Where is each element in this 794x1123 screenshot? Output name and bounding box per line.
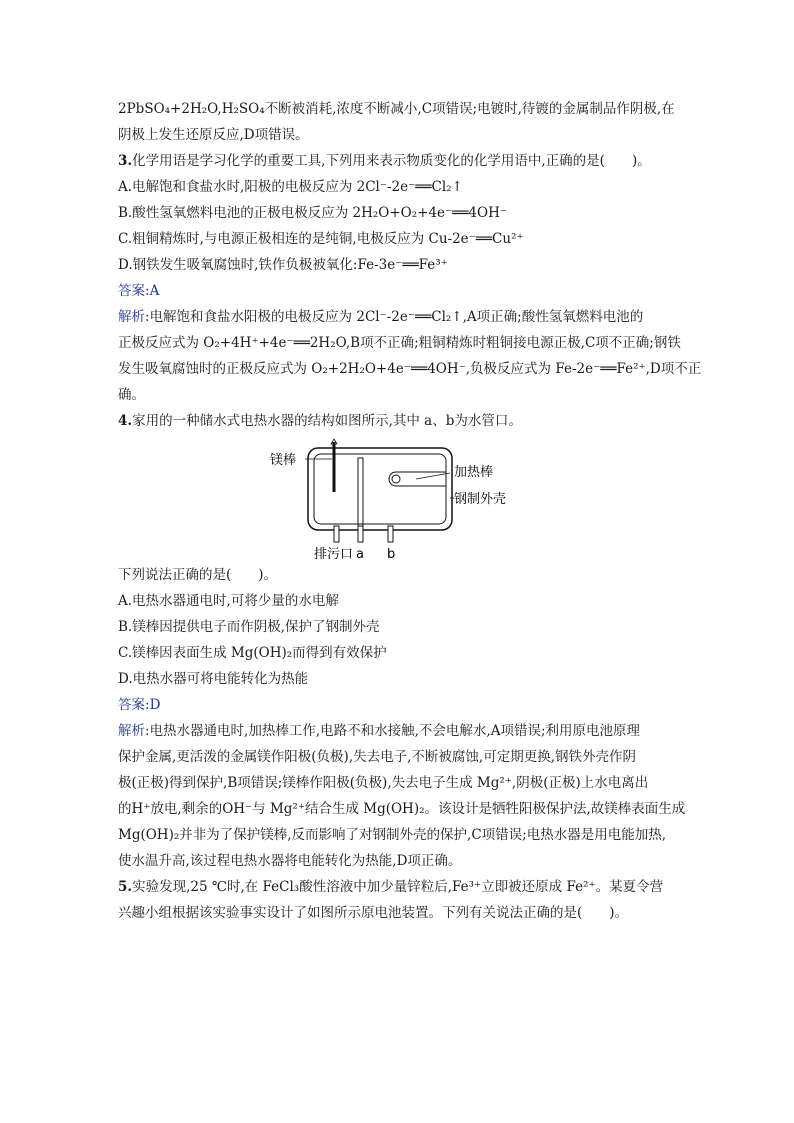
pipe-a (358, 526, 363, 542)
label-a: a (356, 547, 364, 560)
water-heater-figure (248, 436, 518, 560)
baffle (358, 458, 363, 528)
label-drain: 排污口 (314, 547, 354, 560)
label-heater: 加热棒 (454, 465, 494, 480)
option-a: A.电解饱和食盐水时,阳极的电极反应为 2Cl⁻-2e⁻══Cl₂↑ (118, 179, 463, 195)
option-b: B.酸性氢氧燃料电池的正极电极反应为 2H₂O+O₂+4e⁻══4OH⁻ (118, 205, 507, 221)
question-3-stem: 3.化学用语是学习化学的重要工具,下列用来表示物质变化的化学用语中,正确的是( )。 (118, 153, 651, 169)
answer-value: D (149, 697, 161, 713)
explanation-line: Mg(OH)₂并非为了保护镁棒,反而影响了对钢制外壳的保护,C项错误;电热水器是用电能加热, (118, 827, 667, 843)
explanation-line: 确。 (118, 387, 145, 403)
pipe-b (388, 526, 393, 542)
text-line: 兴趣小组根据该实验事实设计了如图所示原电池装置。下列有关说法正确的是( )。 (118, 905, 629, 921)
option-d: D.电热水器可将电能转化为热能 (118, 671, 309, 687)
explanation-line: 发生吸氧腐蚀时的正极反应式为 O₂+2H₂O+4e⁻══4OH⁻,负极反应式为 Fe-2e⁻══Fe²⁺,D项不正 (118, 361, 702, 377)
water-heater-diagram (118, 436, 684, 560)
page-content (118, 96, 702, 926)
answer-line: 答案:D (118, 697, 161, 713)
answer-line: 答案:A (118, 283, 160, 299)
explanation-line: 解析:电解饱和食盐水阳极的电极反应为 2Cl⁻-2e⁻══Cl₂↑,A项正确;酸性氢氧燃料电池的 (118, 309, 644, 325)
steel-shell-outer (308, 448, 452, 530)
explanation-line: 解析:电热水器通电时,加热棒工作,电路不和水接触,不会电解水,A项错误;利用原电池原理 (118, 723, 641, 739)
explanation-line: 使水温升高,该过程电热水器将电能转化为热能,D项正确。 (118, 853, 462, 869)
option-c: C.镁棒因表面生成 Mg(OH)₂而得到有效保护 (118, 645, 387, 661)
explanation-line: 保护金属,更活泼的金属镁作阳极(负极),失去电子,不断被腐蚀,可定期更换,钢铁外壳作阴 (118, 749, 636, 765)
question-number: 3. (118, 153, 133, 169)
explanation-line: 极(正极)得到保护,B项错误;镁棒作阳极(负极),失去电子生成 Mg²⁺,阴极(正极)上水电离出 (118, 775, 649, 791)
question-number: 4. (118, 413, 133, 429)
text-line: 阴极上发生还原反应,D项错误。 (118, 127, 309, 143)
drain-pipe (334, 526, 339, 542)
option-b: B.镁棒因提供电子而作阴极,保护了钢制外壳 (118, 619, 380, 635)
option-c: C.粗铜精炼时,与电源正极相连的是纯铜,电极反应为 Cu-2e⁻══Cu²⁺ (118, 231, 524, 247)
text-line: 2PbSO₄+2H₂O,H₂SO₄不断被消耗,浓度不断减小,C项错误;电镀时,待镀的金属制品作阴极,在 (118, 101, 675, 117)
label-b: b (387, 547, 396, 560)
explanation-line: 的H⁺放电,剩余的OH⁻与 Mg²⁺结合生成 Mg(OH)₂。该设计是牺牲阳极保护法,故镁棒表面生成 (118, 801, 686, 817)
explanation-line: 正极反应式为 O₂+4H⁺+4e⁻══2H₂O,B项不正确;粗铜精炼时粗铜接电源正极,C项不正确;钢铁 (118, 335, 681, 351)
question-5-stem: 5.实验发现,25 ℃时,在 FeCl₃酸性溶液中加少量锌粒后,Fe³⁺立即被还原成 Fe²⁺。某夏令营 (118, 879, 664, 895)
answer-value: A (149, 283, 160, 299)
option-a: A.电热水器通电时,可将少量的水电解 (118, 593, 339, 609)
option-d: D.钢铁发生吸氧腐蚀时,铁作负极被氧化:Fe-3e⁻══Fe³⁺ (118, 257, 448, 273)
label-mg-rod: 镁棒 (270, 453, 297, 468)
question-4-stem: 4.家用的一种储水式电热水器的结构如图所示,其中 a、b为水管口。 (118, 413, 522, 429)
question-number: 5. (118, 879, 133, 895)
label-shell: 钢制外壳 (454, 492, 507, 507)
question-4-prompt: 下列说法正确的是( )。 (118, 567, 278, 583)
